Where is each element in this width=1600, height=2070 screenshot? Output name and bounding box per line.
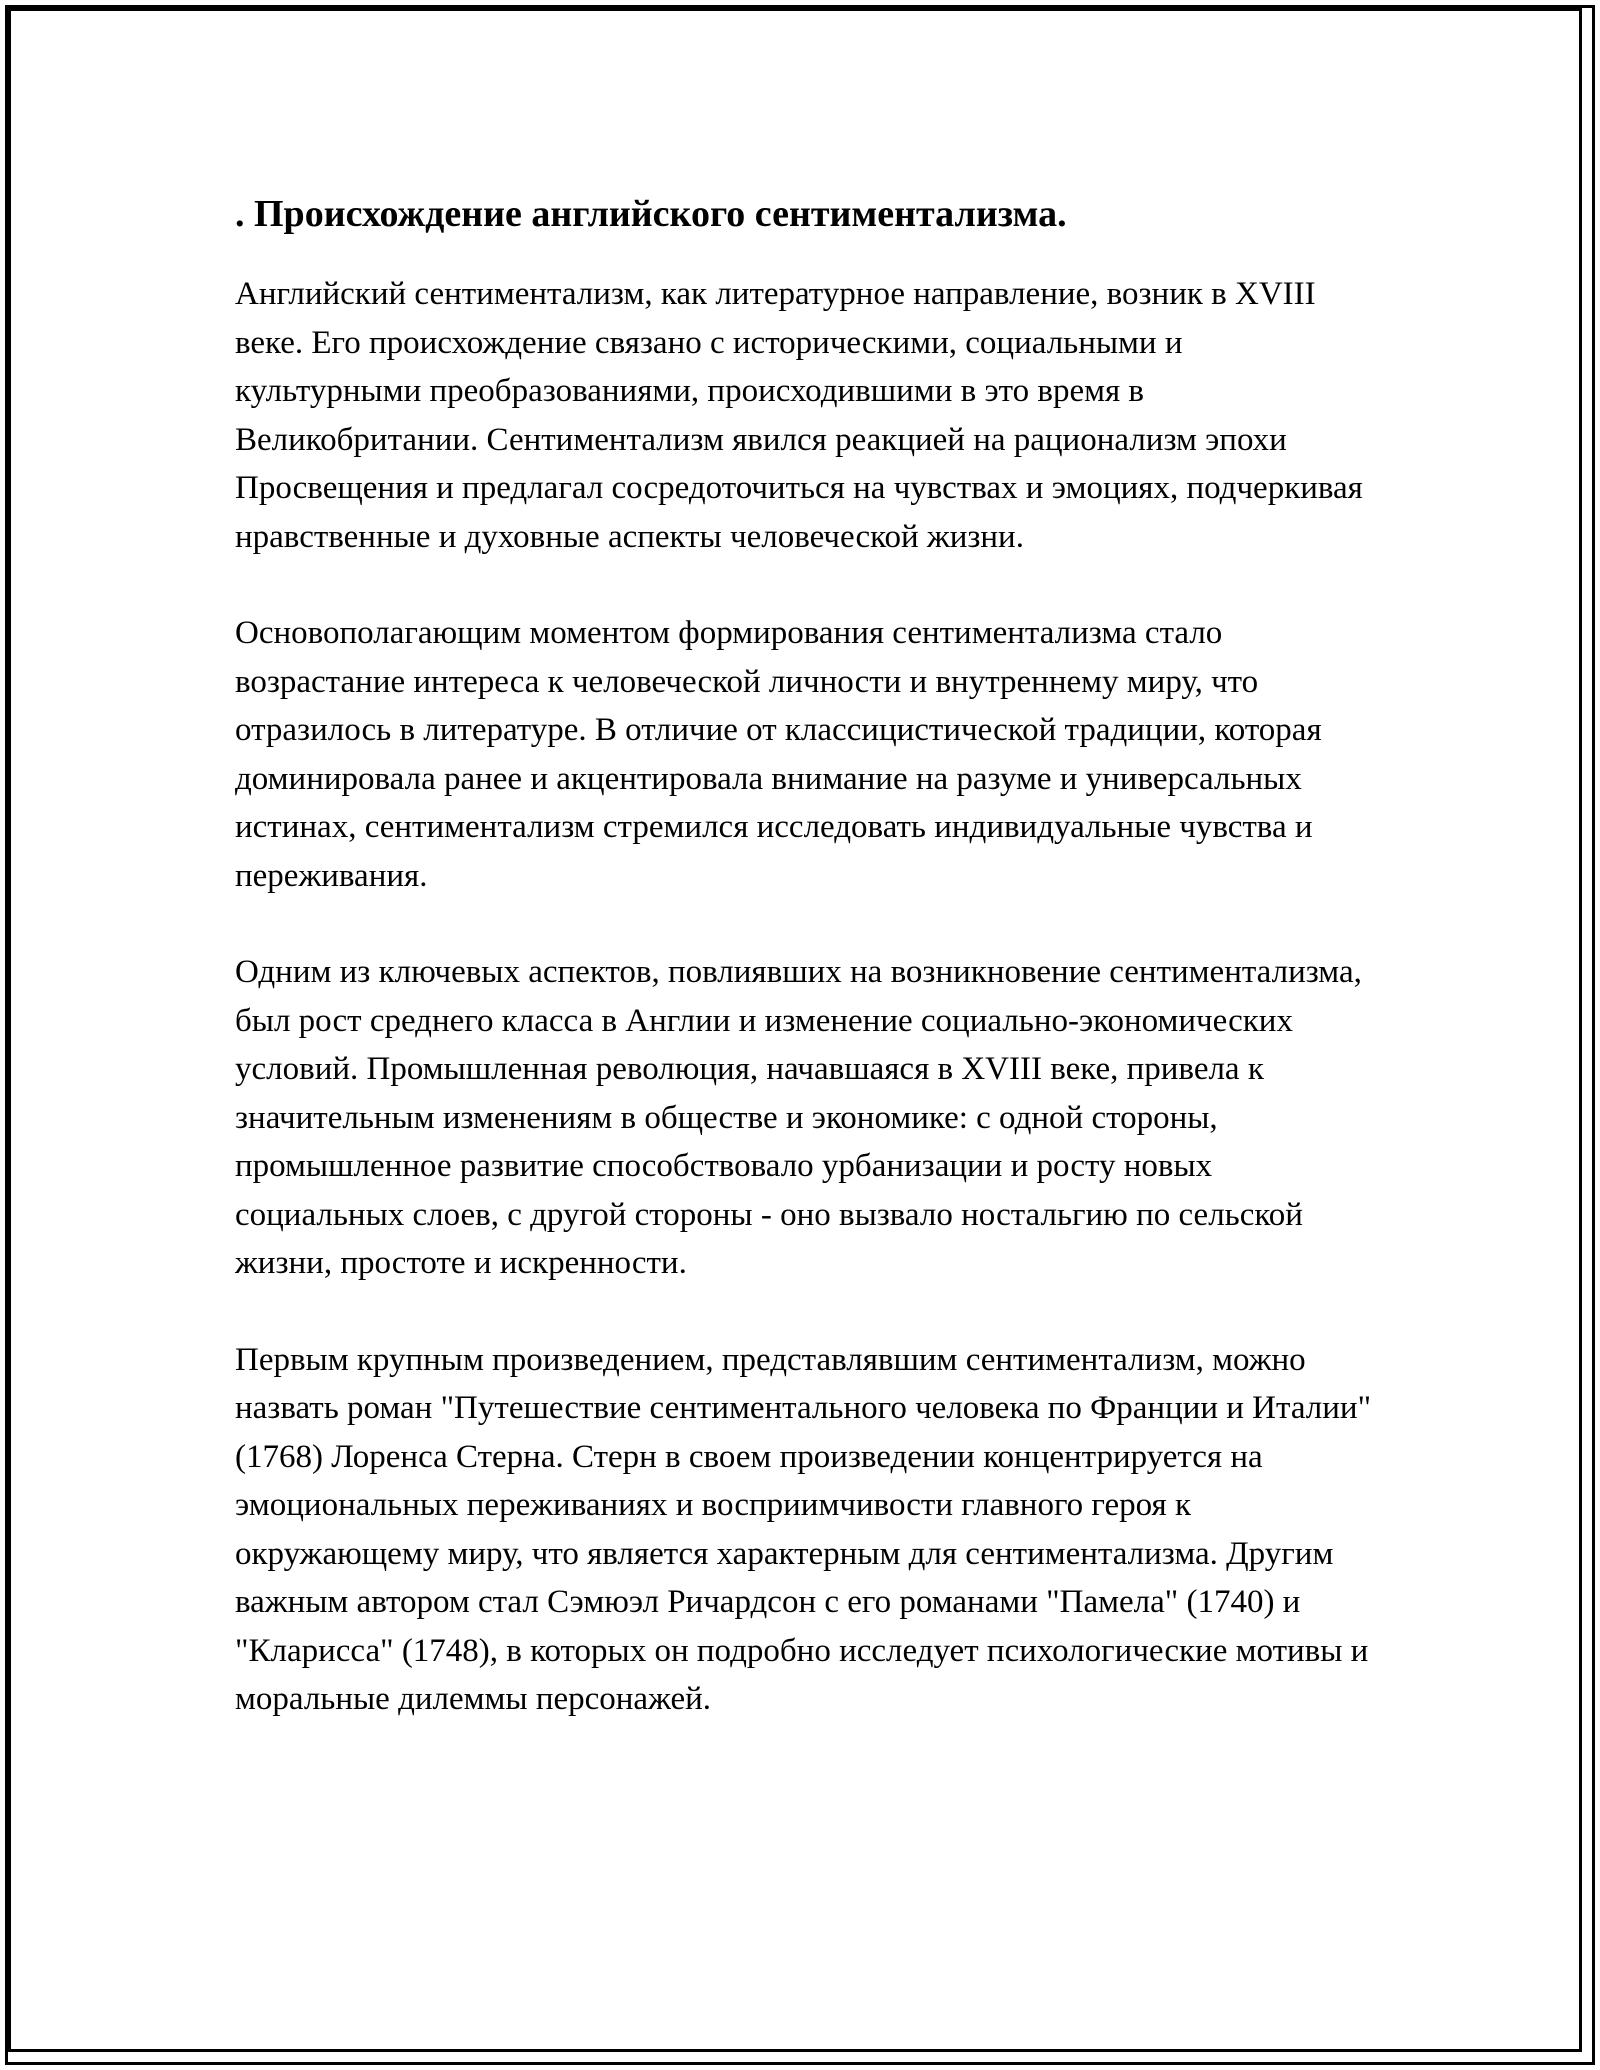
- document-title: . Происхождение английского сентиментализма.: [235, 193, 1067, 235]
- paragraph-3: Одним из ключевых аспектов, повлиявших на возникновение сентиментализма, был рост среднего класса в Англии и изменение социально-экономических условий. Промышленная революция, начавшаяся в XVIII веке, привела к значительным изменениям в обществе и экономике: с одной стороны, промышленное развитие способствовало урбанизации и росту новых социальных слоев, с другой стороны - оно вызвало ностальгию по сельской жизни, простоте и искренности.: [235, 954, 1362, 1281]
- document-page: [235, 188, 1375, 1772]
- paragraph-4: Первым крупным произведением, представлявшим сентиментализм, можно назвать роман "Путешествие сентиментального человека по Франции и Италии" (1768) Лоренса Стерна. Стерн в своем произведении концентрируется на эмоциональных переживаниях и восприимчивости главного героя к окружающему миру, что является характерным для сентиментализма. Другим важным автором стал Сэмюэл Ричардсон с его романами "Памела" (1740) и "Кларисса" (1748), в которых он подробно исследует психологические мотивы и моральные дилеммы персонажей.: [235, 1341, 1372, 1717]
- paragraph-1: Английский сентиментализм, как литературное направление, возник в XVIII веке. Его происхождение связано с историческими, социальными и культурными преобразованиями, происходившими в это время в Великобритании. Сентиментализм явился реакцией на рационализм эпохи Просвещения и предлагал сосредоточиться на чувствах и эмоциях, подчеркивая нравственные и духовные аспекты человеческой жизни.: [235, 276, 1363, 555]
- paragraph-2: Основополагающим моментом формирования сентиментализма стало возрастание интереса к человеческой личности и внутреннему миру, что отразилось в литературе. В отличие от классицистической традиции, которая доминировала ранее и акцентировала внимание на разуме и универсальных истинах, сентиментализм стремился исследовать индивидуальные чувства и переживания.: [235, 615, 1322, 894]
